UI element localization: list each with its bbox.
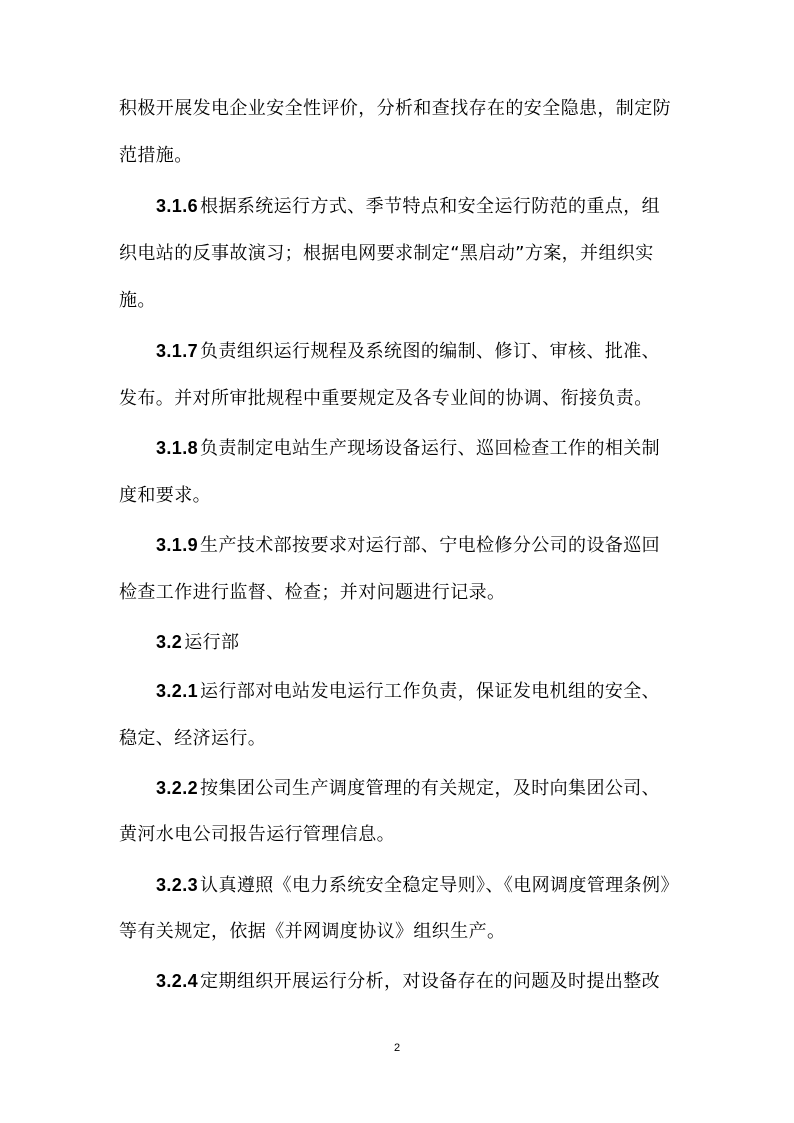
paragraph-text: 范措施。 (119, 145, 193, 166)
paragraph-line (119, 728, 266, 750)
section-heading-text: 运行部 (184, 632, 240, 653)
paragraph-line (119, 145, 193, 167)
paragraph-text: 按集团公司生产调度管理的有关规定，及时向集团公司、 (200, 778, 661, 799)
section-number: 3.2 (156, 632, 183, 652)
paragraph-text: 认真遵照《电力系统安全稳定导则》、《电网调度管理条例》 (200, 875, 679, 896)
paragraph-text: 负责制定电站生产现场设备运行、巡回检查工作的相关制 (200, 438, 661, 459)
paragraph-line (119, 921, 505, 943)
page-number: 2 (393, 1042, 401, 1054)
paragraph-line (119, 485, 211, 507)
paragraph-line (156, 534, 660, 557)
paragraph-line (119, 582, 505, 604)
paragraph-text: 积极开展发电企业安全性评价，分析和查找存在的安全隐患，制定防 (119, 98, 671, 119)
section-number: 3.1.7 (156, 341, 199, 361)
paragraph-line (119, 290, 156, 312)
paragraph-text: 稳定、经济运行。 (119, 728, 267, 749)
paragraph-text: 度和要求。 (119, 485, 211, 506)
paragraph-line (156, 437, 660, 460)
paragraph-text: 根据系统运行方式、季节特点和安全运行防范的重点，组 (200, 196, 661, 217)
paragraph-text: 织电站的反事故演习；根据电网要求制定“黑启动”方案，并组织实 (119, 243, 654, 264)
paragraph-text: 负责组织运行规程及系统图的编制、修订、审核、批准、 (200, 341, 661, 362)
paragraph-text: 等有关规定，依据《并网调度协议》组织生产。 (119, 921, 506, 942)
paragraph-line (119, 98, 671, 120)
paragraph-line (156, 874, 679, 897)
section-heading (156, 631, 239, 654)
paragraph-text: 发布。并对所审批规程中重要规定及各专业间的协调、衔接负责。 (119, 388, 653, 409)
paragraph-line (156, 970, 660, 993)
section-number: 3.1.9 (156, 535, 199, 555)
paragraph-text: 生产技术部按要求对运行部、宁电检修分公司的设备巡回 (200, 535, 661, 556)
paragraph-line (119, 824, 395, 846)
section-number: 3.2.4 (156, 971, 199, 991)
paragraph-line (156, 680, 660, 703)
paragraph-text: 检查工作进行监督、检查；并对问题进行记录。 (119, 582, 506, 603)
paragraph-line (119, 243, 654, 265)
paragraph-text: 施。 (119, 290, 156, 311)
paragraph-text: 黄河水电公司报告运行管理信息。 (119, 824, 395, 845)
section-number: 3.2.2 (156, 778, 199, 798)
paragraph-line (156, 340, 660, 363)
paragraph-text: 运行部对电站发电运行工作负责，保证发电机组的安全、 (200, 681, 661, 702)
paragraph-line (119, 388, 653, 410)
section-number: 3.1.8 (156, 438, 199, 458)
section-number: 3.2.1 (156, 681, 199, 701)
section-number: 3.2.3 (156, 875, 199, 895)
paragraph-line (156, 777, 660, 800)
section-number: 3.1.6 (156, 196, 199, 216)
paragraph-line (156, 195, 660, 218)
paragraph-text: 定期组织开展运行分析，对设备存在的问题及时提出整改 (200, 971, 661, 992)
